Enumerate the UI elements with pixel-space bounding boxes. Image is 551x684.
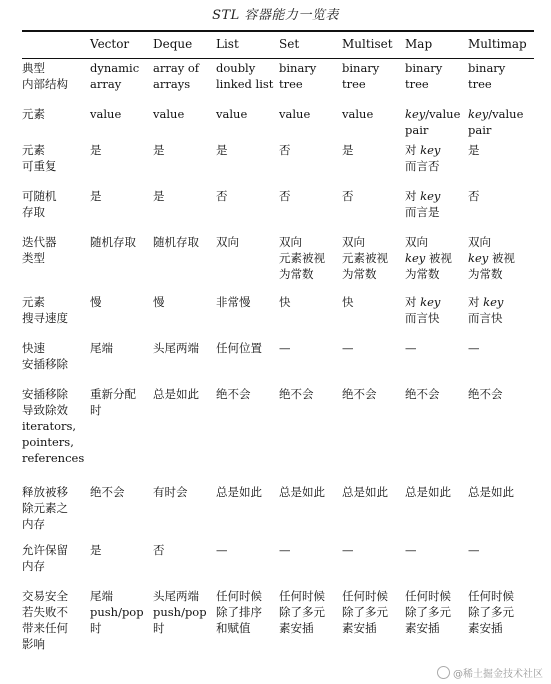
table-cell: 否 <box>216 189 228 203</box>
table-row <box>22 386 534 484</box>
table-cell: 绝不会 <box>216 387 251 401</box>
table-cell: 否 <box>153 543 165 557</box>
table-row <box>22 106 534 142</box>
table-cell: value <box>279 107 311 121</box>
header-cell-vector: Vector <box>90 37 130 51</box>
table-cell: 是 <box>90 189 102 203</box>
table-cell: 任何时候 除了多元 素安插 <box>468 589 514 635</box>
row-label: 典型 内部结构 <box>22 61 68 91</box>
header-cell-map: Map <box>405 37 433 51</box>
table-cell: 绝不会 <box>90 485 125 499</box>
table-cell: 尾端 push/pop 时 <box>90 589 144 635</box>
table-cell: 对 key 而言否 <box>405 143 441 173</box>
table-cell: 任何时候 除了多元 素安插 <box>342 589 388 635</box>
table-cell: dynamic array <box>90 61 140 91</box>
table-cell: 任何时候 除了排序 和赋值 <box>216 589 262 635</box>
table-cell: 绝不会 <box>279 387 314 401</box>
table-cell: binary tree <box>405 61 443 91</box>
row-label: 元素 <box>22 107 45 121</box>
table-cell: — <box>279 341 291 355</box>
table-cell: array of arrays <box>153 61 200 91</box>
table-cell: — <box>216 543 228 557</box>
row-label: 快速 安插移除 <box>22 341 68 371</box>
header-cell-list: List <box>216 37 239 51</box>
row-label: 可随机 存取 <box>22 189 57 219</box>
table-cell: 否 <box>468 189 480 203</box>
table-cell: binary tree <box>342 61 380 91</box>
table-cell: 是 <box>468 143 480 157</box>
table-cell: 双向 <box>216 235 239 249</box>
header-cell-multimap: Multimap <box>468 37 527 51</box>
table-row <box>22 234 534 294</box>
table-cell: — <box>405 341 417 355</box>
table-row <box>22 588 534 666</box>
table-cell: 对 key 而言是 <box>405 189 441 219</box>
table-cell: 双向 key 被视 为常数 <box>468 235 515 281</box>
table-cell: value <box>153 107 185 121</box>
table-cell: — <box>468 543 480 557</box>
table-cell: 是 <box>216 143 228 157</box>
table-cell: 双向 key 被视 为常数 <box>405 235 452 281</box>
table-row <box>22 294 534 340</box>
table-cell: 重新分配 时 <box>90 387 136 417</box>
row-label: 迭代器 类型 <box>22 235 57 265</box>
table-cell: 总是如此 <box>279 485 325 499</box>
header-cell-set: Set <box>279 37 300 51</box>
table-cell: 否 <box>279 189 291 203</box>
table-cell: 有时会 <box>153 485 188 499</box>
table-cell: 随机存取 <box>153 235 199 249</box>
table-cell: 双向 元素被视 为常数 <box>279 235 325 281</box>
table-cell: 否 <box>279 143 291 157</box>
table-cell: 头尾两端 <box>153 341 199 355</box>
table-cell: binary tree <box>279 61 317 91</box>
table-cell: value <box>342 107 374 121</box>
container-capability-table <box>22 34 534 666</box>
table-cell: 是 <box>90 543 102 557</box>
header-cell-multiset: Multiset <box>342 37 393 51</box>
table-cell: 任何时候 除了多元 素安插 <box>405 589 451 635</box>
table-cell: 慢 <box>153 295 165 309</box>
table-cell: 是 <box>153 189 165 203</box>
table-cell: — <box>342 341 354 355</box>
community-logo-icon <box>437 666 450 679</box>
table-cell: — <box>468 341 480 355</box>
table-row <box>22 188 534 234</box>
table-cell: 双向 元素被视 为常数 <box>342 235 388 281</box>
table-body <box>22 60 534 666</box>
table-cell: 总是如此 <box>405 485 451 499</box>
table-cell: doubly linked list <box>216 61 274 91</box>
header-cell <box>22 34 88 60</box>
table-row <box>22 60 534 106</box>
table-cell: 头尾两端 push/pop 时 <box>153 589 207 635</box>
table-cell: 总是如此 <box>153 387 199 401</box>
row-label: 允许保留 内存 <box>22 543 68 573</box>
table-cell: 对 key 而言快 <box>468 295 504 325</box>
watermark <box>437 665 543 680</box>
table-row <box>22 542 534 588</box>
watermark-text: @稀土掘金技术社区 <box>453 669 543 680</box>
table-cell: 绝不会 <box>405 387 440 401</box>
table-cell: 快 <box>279 295 291 309</box>
table-cell: 任何时候 除了多元 素安插 <box>279 589 325 635</box>
row-label: 安插移除 导致除效 iterators, pointers, references <box>22 387 85 465</box>
table-cell: key/value pair <box>468 107 524 137</box>
table-cell: 随机存取 <box>90 235 136 249</box>
header-cell-deque: Deque <box>153 37 193 51</box>
table-cell: key/value pair <box>405 107 461 137</box>
table-cell: 尾端 <box>90 341 113 355</box>
table-row <box>22 142 534 188</box>
table-cell: 总是如此 <box>468 485 514 499</box>
table-cell: — <box>342 543 354 557</box>
table-cell: 是 <box>90 143 102 157</box>
row-label: 元素 搜寻速度 <box>22 295 68 325</box>
table-title: STL 容器能力一览表 <box>212 8 339 23</box>
table-row <box>22 484 534 542</box>
table-cell: binary tree <box>468 61 506 91</box>
table-cell: 对 key 而言快 <box>405 295 441 325</box>
table-cell: 否 <box>342 189 354 203</box>
top-rule <box>22 30 534 32</box>
table-cell: 是 <box>153 143 165 157</box>
table-cell: — <box>405 543 417 557</box>
row-label: 释放被移 除元素之 内存 <box>22 485 68 531</box>
table-cell: 慢 <box>90 295 102 309</box>
table-cell: 绝不会 <box>342 387 377 401</box>
table-cell: 是 <box>342 143 354 157</box>
table-cell: 总是如此 <box>216 485 262 499</box>
table-cell: value <box>216 107 248 121</box>
table-cell: 绝不会 <box>468 387 503 401</box>
row-label: 交易安全 若失败不 带来任何 影响 <box>22 589 68 651</box>
table-cell: 任何位置 <box>216 341 262 355</box>
table-cell: value <box>90 107 122 121</box>
table-cell: — <box>279 543 291 557</box>
table-cell: 总是如此 <box>342 485 388 499</box>
table-cell: 快 <box>342 295 354 309</box>
table-row <box>22 340 534 386</box>
header-row <box>22 34 534 60</box>
table-cell: 非常慢 <box>216 295 251 309</box>
row-label: 元素 可重复 <box>22 143 57 173</box>
